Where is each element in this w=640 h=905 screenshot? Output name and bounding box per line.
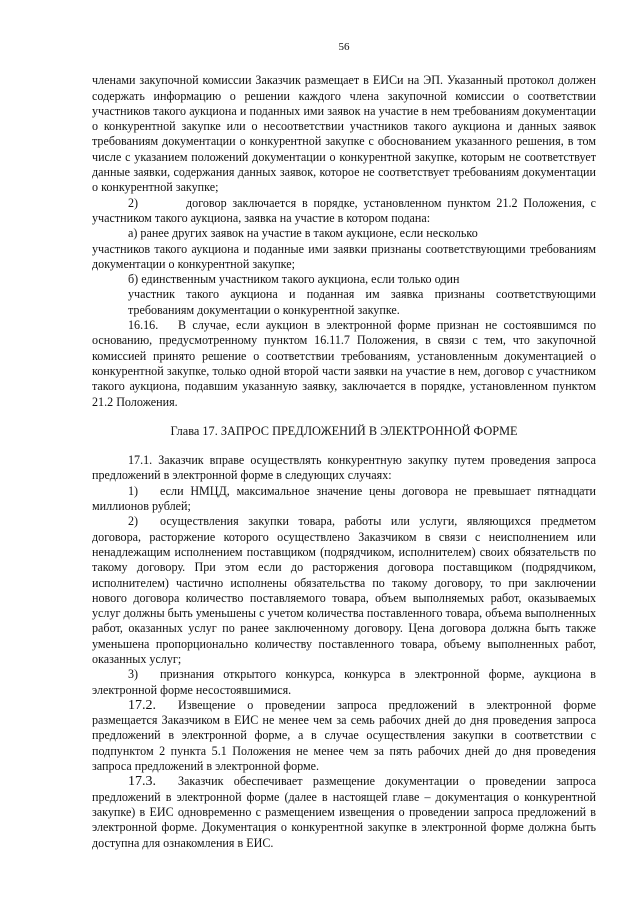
- item-text: договор заключается в порядке, установленном пунктом 21.2 Положения, с участником такого аукциона, заявка на участие в котором подана:: [92, 195, 596, 225]
- clause-text: Извещение о проведении запроса предложений в электронной форме размещается Заказчиком в ЕИС не менее чем за семь рабочих дней до дня проведения запроса предложений в электронной форме, а в случае осуществления закупки в соответствии с подпунктом 2 пункта 5.1 Положения не менее чем за пять рабочих дней до дня проведения запроса предложений в электронной форме.: [92, 697, 596, 774]
- item-text: если НМЦД, максимальное значение цены договора не превышает пятнадцати миллионов рублей;: [92, 483, 596, 514]
- item-number: 3): [128, 667, 139, 682]
- clause-17-2: [92, 698, 596, 774]
- sub-item-a-line1: а) ранее других заявок на участие в таком аукционе, если несколько: [128, 226, 478, 241]
- sub-item-b-line1: б) единственным участником такого аукциона, если только один: [128, 272, 460, 287]
- sub-item-a-line2: участников такого аукциона и поданные ими заявки признаны соответствующими требованиям документации о конкурентной закупке;: [92, 241, 596, 271]
- clause-17-1: 17.1. Заказчик вправе осуществлять конкурентную закупку путем проведения запроса предложений в электронной форме в следующих случаях:: [92, 453, 596, 483]
- clause-17-3: [92, 774, 596, 850]
- case-item-1: [92, 484, 596, 515]
- clause-number: 17.3.: [128, 774, 156, 790]
- case-item-2: [92, 514, 596, 667]
- clause-number: 16.16.: [128, 318, 159, 333]
- intro-paragraph: членами закупочной комиссии Заказчик размещает в ЕИСи на ЭП. Указанный протокол должен содержать информацию о решении каждого члена закупочной комиссии о соответствии участников такого аукциона и поданных ими заявок на участие в нем требованиям документации о конкурентной закупке или о несоответствии участников такого аукциона и данных заявок требованиям документации о конкурентной закупке с обоснованием указанного решения, в том числе с указанием положений документации о конкурентной закупке, которым не соответствует данные заявки, содержания данных заявок, которое не соответствует требованиям документации о конкурентной закупке;: [92, 73, 596, 195]
- clause-16-16: [92, 318, 596, 410]
- item-number: 2): [128, 514, 139, 529]
- clause-text: Заказчик обеспечивает размещение документации о проведении запроса предложений в электронной форме (далее в настоящей главе – документация о конкурентной закупке) в ЕИС одновременно с размещением извещения о проведении запроса предложений в электронной форме. Документация о конкурентной закупке в электронной форме должна быть доступна для ознакомления в ЕИС.: [92, 774, 596, 850]
- item-text: признания открытого конкурса, конкурса в электронной форме, аукциона в электронной форме несостоявшимися.: [92, 667, 596, 697]
- sub-item-b-line2: участник такого аукциона и поданная им заявка признаны соответствующими требованиям документации о конкурентной закупке.: [128, 287, 596, 317]
- clause-text: В случае, если аукцион в электронной форме признан не состоявшимся по основанию, предусмотренному пунктом 16.11.7 Положения, в связи с тем, что закупочной комиссией принято решение о соответствии требованиям, установленным документацией о конкурентной закупке, только одной второй части заявки на участие в нем, договор с участником такого аукциона, подавшим указанную заявку, заключается в порядке, установленном пунктом 21.2 Положения.: [92, 318, 596, 409]
- item-number: 2): [128, 195, 139, 210]
- chapter-heading: Глава 17. ЗАПРОС ПРЕДЛОЖЕНИЙ В ЭЛЕКТРОННОЙ ФОРМЕ: [170, 423, 518, 438]
- item-text: осуществления закупки товара, работы или услуги, являющихся предметом договора, расторжение которого осуществлено Заказчиком в связи с неисполнением или ненадлежащим исполнением поставщиком (подрядчиком, исполнителем) своих обязательств по такому договору. При этом если до расторжения договора поставщиком (подрядчиком, исполнителем) частично исполнены обязательства по такому договору, то при заключении нового договора количество поставляемого товара, объем выполняемых работ, оказываемых услуг должны быть уменьшены с учетом количества поставленного товара, объема выполненных работ, оказанных услуг по ранее заключенному договору. Цена договора должна быть также уменьшена пропорционально количеству поставленного товара, объему выполненных работ, оказанных услуг;: [92, 514, 596, 666]
- item-number: 1): [128, 483, 139, 498]
- page-number: 56: [338, 41, 350, 53]
- case-item-3: [92, 667, 596, 698]
- clause-number: 17.2.: [128, 697, 156, 713]
- list-item-2: [92, 196, 596, 227]
